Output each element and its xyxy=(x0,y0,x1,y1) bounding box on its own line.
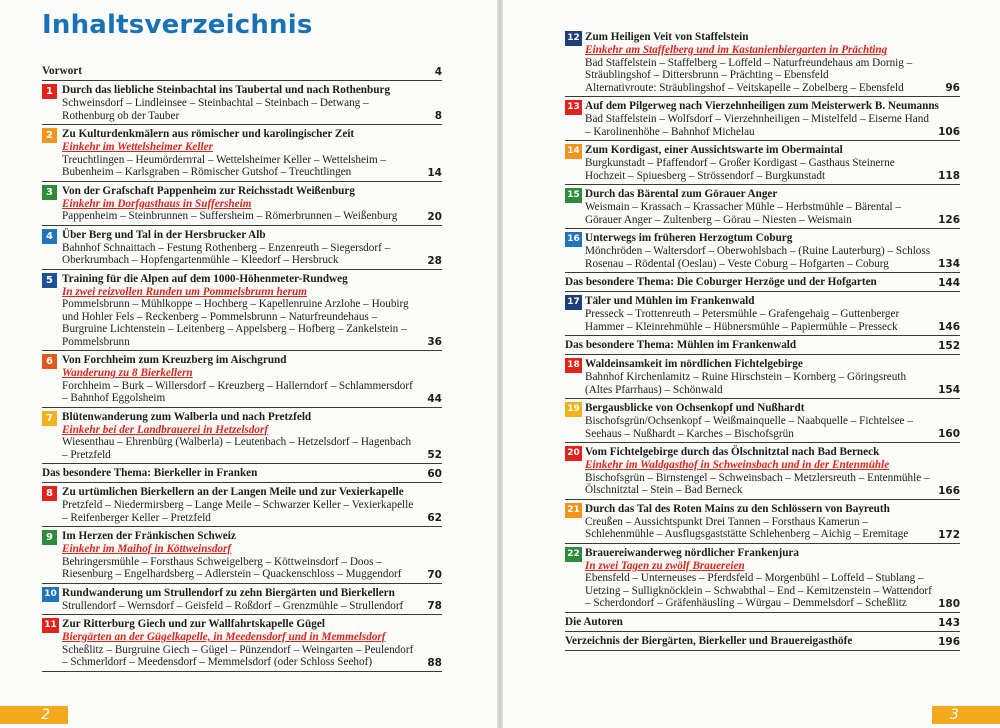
entry-heading: Vom Fichtelgebirge durch das Ölschnitztal nach Bad Berneck xyxy=(585,446,880,458)
toc-entry-15 xyxy=(565,185,960,229)
entry-heading: Verzeichnis der Biergärten, Bierkeller und Brauereigasthöfe xyxy=(565,634,853,647)
toc-entry-19 xyxy=(565,399,960,443)
toc-entry-21 xyxy=(565,500,960,544)
page-number: 52 xyxy=(427,449,442,461)
toc-right xyxy=(565,28,960,651)
entry-route: Bahnhof Schnaittach – Festung Rothenberg – Enzenreuth – Siegersdorf – Oberkrumbach – Hopfengartenmühle – Kleedorf – Hersbruck xyxy=(62,241,391,266)
page-number: 36 xyxy=(427,336,442,348)
toc-entry-2 xyxy=(42,125,442,182)
toc-entry-section xyxy=(565,613,960,632)
entry-route: Forchheim – Burk – Willersdorf – Kreuzberg – Hallerndorf – Schlammersdorf – Bahnhof Eggolsheim xyxy=(62,379,413,404)
toc-entry-13 xyxy=(565,97,960,141)
right-page xyxy=(503,0,1000,728)
entry-heading: Auf dem Pilgerweg nach Vierzehnheiligen zum Meisterwerk B. Neumanns xyxy=(585,100,939,112)
page-number: 160 xyxy=(938,428,960,440)
toc-entry-section xyxy=(565,632,960,651)
tour-number-badge: 8 xyxy=(42,486,57,501)
tour-number-badge: 6 xyxy=(42,354,57,369)
tour-number-badge: 1 xyxy=(42,84,57,99)
toc-entry-22 xyxy=(565,544,960,613)
page-number: 143 xyxy=(938,616,960,629)
entry-route: Strullendorf – Wernsdorf – Geisfeld – Roßdorf – Grenzmühle – Strullendorf xyxy=(62,599,404,612)
entry-heading: Das besondere Thema: Bierkeller in Franken xyxy=(42,467,258,479)
toc-entry-18 xyxy=(565,355,960,399)
entry-subtitle: Einkehr im Wettelsheimer Keller xyxy=(62,141,213,153)
entry-heading: Training für die Alpen auf dem 1000-Höhenmeter-Rundweg xyxy=(62,272,348,285)
tour-number-badge: 12 xyxy=(565,31,582,46)
tour-number-badge: 10 xyxy=(42,587,59,602)
page-number-left: 2 xyxy=(0,706,68,724)
entry-heading: Zum Kordigast, einer Aussichtswarte im Obermaintal xyxy=(585,144,843,156)
entry-subtitle: In zwei reizvollen Runden um Pommelsbrunn herum xyxy=(62,285,307,298)
tour-number-badge: 3 xyxy=(42,185,57,200)
toc-entry-6 xyxy=(42,351,442,408)
toc-entry-17 xyxy=(565,292,960,336)
entry-heading: Über Berg und Tal in der Hersbrucker Alb xyxy=(62,228,266,241)
page-number: 44 xyxy=(427,392,442,405)
toc-entry-1 xyxy=(42,81,442,125)
entry-subtitle: Einkehr im Dorfgasthaus in Suffersheim xyxy=(62,197,252,210)
tour-number-badge: 20 xyxy=(565,446,582,461)
page-number: 180 xyxy=(938,597,960,610)
toc-entry-3 xyxy=(42,182,442,226)
page-number: 88 xyxy=(427,656,442,669)
entry-subtitle: Einkehr im Maihof in Köttweinsdorf xyxy=(62,543,232,555)
tour-number-badge: 13 xyxy=(565,100,582,115)
entry-heading: Zur Ritterburg Giech und zur Wallfahrtskapelle Gügel xyxy=(62,618,325,630)
page-number: 118 xyxy=(938,170,960,182)
entry-route: Bad Staffelstein – Wolfsdorf – Vierzehnheiligen – Mistelfeld – Eiserne Hand – Karolinenhöhe – Bahnhof Michelau xyxy=(585,113,929,138)
entry-route: Ebensfeld – Unterneuses – Pferdsfeld – Morgenbühl – Loffeld – Stublang – Uetzing – Sulligknöcklein – Schwabthal – End – Kemitzenstein – Wattendorf – Scherdondorf – Gräfenhäusling – Würgau – Demmelsdorf – Scheßlitz xyxy=(585,572,932,609)
entry-heading: Durch das Tal des Roten Mains zu den Schlössern von Bayreuth xyxy=(585,502,890,515)
page-number-right: 3 xyxy=(932,706,1000,724)
entry-heading: Unterwegs im früheren Herzogtum Coburg xyxy=(585,232,793,244)
page-number: 196 xyxy=(938,635,960,648)
toc-entry-14 xyxy=(565,141,960,185)
entry-heading: Zu Kulturdenkmälern aus römischer und karolingischer Zeit xyxy=(62,128,355,140)
page-number: 70 xyxy=(427,568,442,581)
entry-heading: Die Autoren xyxy=(565,615,623,628)
entry-route: Behringersmühle – Forsthaus Schweigelberg – Köttweinsdorf – Doos – Riesenburg – Engelhardsberg – Adlerstein – Quackenschloss – Muggendorf xyxy=(62,555,402,580)
page-number: 106 xyxy=(938,126,960,138)
entry-subtitle: Einkehr bei der Landbrauerei in Hetzelsdorf xyxy=(62,423,269,436)
toc-entry-9 xyxy=(42,527,442,584)
entry-heading: Brauereiwanderweg nördlicher Frankenjura xyxy=(585,546,799,559)
entry-subtitle: Einkehr im Waldgasthof in Schweinsbach und in der Entenmühle xyxy=(585,459,890,471)
toc-entry-10 xyxy=(42,584,442,616)
tour-number-badge: 4 xyxy=(42,229,57,244)
page-number: 126 xyxy=(938,214,960,226)
page-number: 96 xyxy=(945,82,960,94)
toc-entry-20 xyxy=(565,443,960,500)
entry-route: Pommelsbrunn – Mühlkoppe – Hochberg – Kapellenruine Arzlohe – Houbirg und Hohler Fels – Reckenberg – Pommelsbrunn – Naturfreundehaus – Burgruine Lichtenstein – Leitenberg – Appelsberg – Hofberg – Zankelstein – Pommelsbrunn xyxy=(62,298,409,348)
page-number: 144 xyxy=(938,277,960,289)
entry-route: Burgkunstadt – Pfaffendorf – Großer Kordigast – Gasthaus Steinerne Hochzeit – Spiuesberg – Strössendorf – Burgkunstadt xyxy=(585,157,895,182)
entry-route: Creußen – Aussichtspunkt Drei Tannen – Forsthaus Kamerun – Schlehenmühle – Ausflugsgaststätte Schlehenberg – Aichig – Eremitage xyxy=(585,515,909,540)
entry-heading: Waldeinsamkeit im nördlichen Fichtelgebirge xyxy=(585,358,803,370)
toc-entry-16 xyxy=(565,229,960,273)
tour-number-badge: 18 xyxy=(565,358,582,373)
tour-number-badge: 19 xyxy=(565,402,582,417)
entry-heading: Im Herzen der Fränkischen Schweiz xyxy=(62,530,236,542)
entry-heading: Zum Heiligen Veit von Staffelstein xyxy=(585,31,749,43)
tour-number-badge: 7 xyxy=(42,411,57,426)
entry-route: Scheßlitz – Burgruine Giech – Gügel – Pünzendorf – Weingarten – Peulendorf – Schmerldorf – Meedensdorf – Memmelsdorf (oder Schloss Seehof) xyxy=(62,643,414,668)
page-number: 28 xyxy=(427,254,442,267)
page-number: 60 xyxy=(427,468,442,480)
entry-heading: Zu urtümlichen Bierkellern an der Langen Meile und zur Vexierkapelle xyxy=(62,486,404,498)
tour-number-badge: 11 xyxy=(42,618,59,633)
entry-heading: Durch das liebliche Steinbachtal ins Taubertal und nach Rothenburg xyxy=(62,84,391,96)
toc-entry-section xyxy=(565,273,960,292)
entry-subtitle: Wanderung zu 8 Bierkellern xyxy=(62,367,193,379)
tour-number-badge: 16 xyxy=(565,232,582,247)
page-number: 14 xyxy=(427,166,442,179)
left-page xyxy=(0,0,497,728)
page-number: 62 xyxy=(427,512,442,524)
entry-route: Bischofsgrün – Birnstengel – Schweinsbach – Metzlersreuth – Entenmühle – Ölschnitztal – Stein – Bad Berneck xyxy=(585,471,930,496)
page-number: 20 xyxy=(427,210,442,223)
tour-number-badge: 15 xyxy=(565,188,582,203)
toc-entry-section xyxy=(42,464,442,483)
entry-heading: Durch das Bärental zum Görauer Anger xyxy=(585,188,778,200)
toc-entry-11 xyxy=(42,615,442,672)
entry-heading: Blütenwanderung zum Walberla und nach Pretzfeld xyxy=(62,410,312,423)
entry-heading: Vorwort xyxy=(42,65,82,77)
entry-route: Pappenheim – Steinbrunnen – Suffersheim – Römerbrunnen – Weißenburg xyxy=(62,210,398,222)
page-number: 8 xyxy=(434,110,442,122)
page-number: 4 xyxy=(434,66,442,78)
tour-number-badge: 22 xyxy=(565,547,582,562)
entry-route: Bischofsgrün/Ochsenkopf – Weißmainquelle – Naabquelle – Fichtelsee – Seehaus – Nußhardt – Karches – Bischofsgrün xyxy=(585,415,913,440)
page-number: 172 xyxy=(938,528,960,541)
entry-route: Bad Staffelstein – Staffelberg – Loffeld – Naturfreundehaus am Dornig – Sträublingshof – Dittersbrunn – Prächting – Ebensfeld xyxy=(585,56,913,81)
page-number: 134 xyxy=(938,258,960,270)
toc-entry-5 xyxy=(42,270,442,352)
tour-number-badge: 9 xyxy=(42,530,57,545)
toc-entry-7 xyxy=(42,408,442,465)
entry-subtitle: Einkehr am Staffelberg und im Kastanienbiergarten in Prächting xyxy=(585,44,888,56)
entry-route: Pretzfeld – Niedermirsberg – Lange Meile – Schwarzer Keller – Vexierkapelle – Reifenberger Keller – Pretzfeld xyxy=(62,499,414,524)
page-number: 146 xyxy=(938,321,960,333)
toc-entry-section xyxy=(42,62,442,81)
entry-route: Weismain – Krassach – Krassacher Mühle – Herbstmühle – Bärental – Görauer Anger – Zultenberg – Görau – Niesten – Weismain xyxy=(585,201,901,226)
tour-number-badge: 14 xyxy=(565,144,582,159)
entry-heading: Das besondere Thema: Die Coburger Herzöge und der Hofgarten xyxy=(565,276,877,288)
tour-number-badge: 21 xyxy=(565,503,582,518)
page-number: 78 xyxy=(427,600,442,612)
entry-alternative-route: Alternativroute: Sträublingshof – Veitskapelle – Zobelberg – Ebensfeld xyxy=(585,81,904,94)
page-number: 166 xyxy=(938,484,960,497)
toc-entry-section xyxy=(565,336,960,355)
entry-route: Treuchtlingen – Heumördernтal – Wettelsheimer Keller – Wettelsheim – Bubenheim – Karlsgraben – Römischer Gutshof – Treuchtlingen xyxy=(62,153,387,178)
entry-heading: Rundwanderung um Strullendorf zu zehn Biergärten und Bierkellern xyxy=(62,586,395,599)
tour-number-badge: 17 xyxy=(565,295,582,310)
entry-subtitle: Biergärten an der Gügelkapelle, in Meedensdorf und in Memmelsdorf xyxy=(62,631,386,643)
page-number: 154 xyxy=(938,384,960,396)
toc-entry-8 xyxy=(42,483,442,527)
entry-heading: Das besondere Thema: Mühlen im Frankenwald xyxy=(565,339,797,351)
page-title: Inhaltsverzeichnis xyxy=(42,10,313,40)
page-number: 152 xyxy=(938,340,960,352)
toc-entry-12 xyxy=(565,28,960,97)
tour-number-badge: 2 xyxy=(42,128,57,143)
tour-number-badge: 5 xyxy=(42,273,57,288)
entry-route: Wiesenthau – Ehrenbürg (Walberla) – Leutenbach – Hetzelsdorf – Hagenbach – Pretzfeld xyxy=(62,436,412,461)
entry-heading: Von Forchheim zum Kreuzberg im Aischgrund xyxy=(62,354,287,366)
toc-entry-4 xyxy=(42,226,442,270)
entry-subtitle: In zwei Tagen zu zwölf Brauereien xyxy=(585,559,745,572)
entry-route: Mönchröden – Waltersdorf – Oberwohlsbach – (Ruine Lauterburg) – Schloss Rosenau – Rödental (Oeslau) – Veste Coburg – Hofgarten – Coburg xyxy=(585,245,931,270)
entry-heading: Täler und Mühlen im Frankenwald xyxy=(585,295,755,307)
entry-heading: Von der Grafschaft Pappenheim zur Reichsstadt Weißenburg xyxy=(62,184,355,197)
entry-route: Presseck – Trottenreuth – Petersmühle – Grafengehaig – Guttenberger Hammer – Kleinrehmühle – Hübnersmühle – Papiermühle – Presseck xyxy=(585,308,900,333)
entry-route: Schweinsdorf – Lindleinsee – Steinbachtal – Steinbach – Detwang – Rothenburg ob der Tauber xyxy=(62,97,369,122)
entry-heading: Bergausblicke von Ochsenkopf und Nußhardt xyxy=(585,402,805,414)
toc-left xyxy=(42,62,442,672)
entry-route: Bahnhof Kirchenlamitz – Ruine Hirschstein – Kornberg – Göringsreuth (Altes Pfarrhaus) – Schönwald xyxy=(585,371,907,396)
